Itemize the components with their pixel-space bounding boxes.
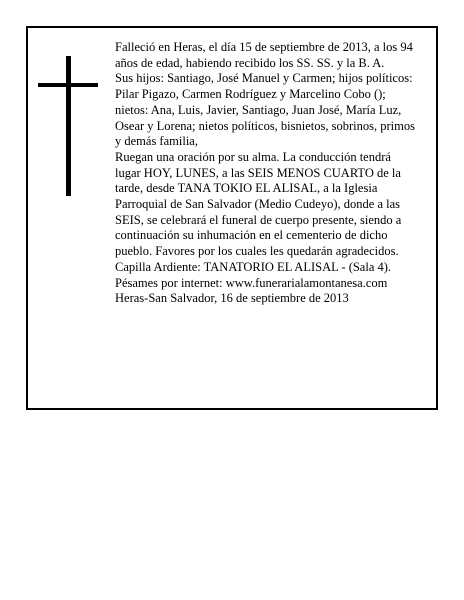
cross-vertical-bar	[66, 56, 71, 196]
family-list: Sus hijos: Santiago, José Manuel y Carmen; hijos políticos: Pilar Pigazo, Carmen Rodríguez y Marcelino Cobo (); nietos: Ana, Luis, Javier, Santiago, Juan José, María Luz, Osear y Lorena; nietos políticos, bisnietos, sobrinos, primos y demás familia,	[115, 71, 415, 149]
condolences-website: Pésames por internet: www.funerarialamontanesa.com	[115, 275, 388, 290]
funeral-details: Ruegan una oración por su alma. La conducción tendrá lugar HOY, LUNES, a las SEIS MENOS CUARTO de la tarde, desde TANA TOKIO EL ALISAL, a la Iglesia Parroquial de San Salvador (Medio Cudeyo), donde a las SEIS, se celebrará el funeral de cuerpo presente, siendo a continuación su inhumación en el cementerio de dicho pueblo. Favores por los cuales les quedarán agradecidos. Capilla Ardiente: TANATORIO EL ALISAL - (Sala 4).	[115, 149, 402, 274]
cross-horizontal-bar	[38, 83, 98, 87]
obituary-text	[115, 40, 417, 307]
death-announcement: Falleció en Heras, el día 15 de septiembre de 2013, a los 94 años de edad, habiendo recibido los SS. SS. y la B. A.	[115, 40, 413, 70]
place-and-date: Heras-San Salvador, 16 de septiembre de 2013	[115, 291, 349, 306]
